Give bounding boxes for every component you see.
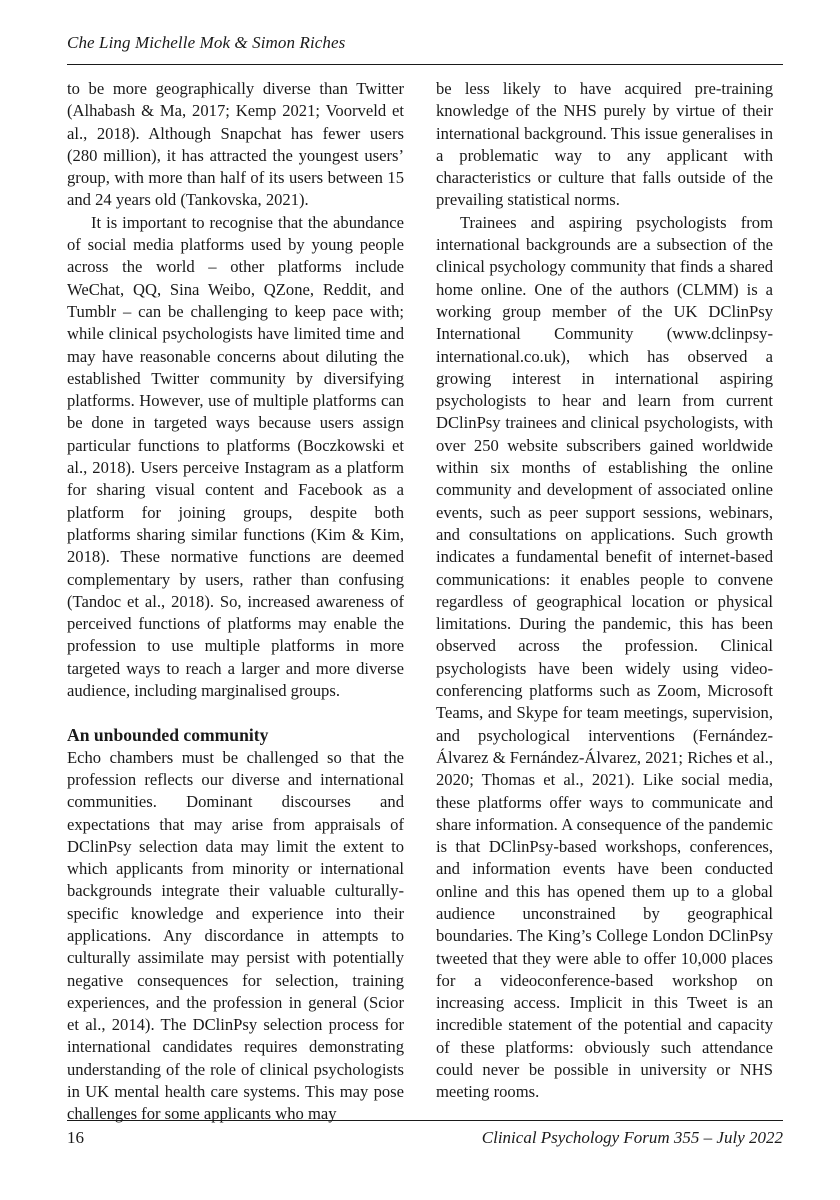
right-column — [436, 78, 773, 1104]
right-paragraph-2: Trainees and aspiring psychologists from international backgrounds are a subsection of the clinical psychology community that finds a shared home online. One of the authors (CLMM) is a working group member of the UK DClinPsy International Community (www.dclinpsy-international.co.uk), which has observed a growing interest in international aspiring psychologists to hear and learn from current DClinPsy trainees and clinical psychologists, with over 250 website subscribers gained worldwide within six months of establishing the online community and development of associated online events, such as peer support sessions, webinars, and consultations on applications. Such growth indicates a fundamental benefit of internet-based communications: it enables people to convene regardless of geographical location or physical limitations. During the pandemic, this has been observed across the profession. Clinical psychologists have been widely using videoconferencing platforms such as Zoom, Microsoft Teams, and Skype for team meetings, supervision, and psychological interventions (Fernández-Álvarez & Fernández-Álvarez, 2021; Riches et al., 2020; Thomas et al., 2021). Like social media, these platforms offer ways to communicate and share information. A consequence of the pandemic is that DClinPsy-based workshops, conferences, and information events have been conducted online and this has opened them up to a global audience unconstrained by geographical boundaries. The King’s College London DClinPsy tweeted that they were able to offer 10,000 places for a videoconference-based workshop on increasing access. Implicit in this Tweet is an incredible statement of the potential and capacity of these platforms: obviously such attendance could never be possible in university or NHS meeting rooms. — [436, 212, 773, 1102]
footer-rule — [67, 1120, 783, 1121]
left-paragraph-1: to be more geographically diverse than Twitter (Alhabash & Ma, 2017; Kemp 2021; Voorveld et al., 2018). Although Snapchat has fewer users (280 million), it has attracted the youngest users’ group, with more than half of its users between 15 and 24 years old (Tankovska, 2021). — [67, 79, 404, 210]
left-column — [67, 78, 404, 1126]
left-paragraph-2: It is important to recognise that the abundance of social media platforms used by young people across the world – other platforms include WeChat, QQ, Sina Weibo, QZone, Reddit, and Tumblr – can be challenging to keep pace with; while clinical psychologists have limited time and may have reasonable concerns about diluting the established Twitter community by diversifying platforms. However, use of multiple platforms can be done in targeted ways because users assign particular functions to platforms (Boczkowski et al., 2018). Users perceive Instagram as a platform for sharing visual content and Facebook as a platform for joining groups, despite both platforms sharing similar functions (Kim & Kim, 2018). These normative functions are deemed complementary by users, rather than confusing (Tandoc et al., 2018). So, increased awareness of perceived functions of platforms may enable the profession to use multiple platforms in more targeted ways to reach a larger and more diverse audience, including marginalised groups. — [67, 212, 404, 701]
page-number: 16 — [67, 1128, 84, 1147]
section-heading: An unbounded community — [67, 725, 269, 746]
header-rule — [67, 64, 783, 65]
journal-citation: Clinical Psychology Forum 355 – July 2022 — [481, 1128, 783, 1147]
right-paragraph-1: be less likely to have acquired pre-training knowledge of the NHS purely by virtue of their international background. This issue generalises in a problematic way to any applicant with characteristics or culture that falls outside of the prevailing statistical norms. — [436, 79, 773, 210]
left-paragraph-3: Echo chambers must be challenged so that the profession reflects our diverse and international communities. Dominant discourses and expectations that may arise from appraisals of DClinPsy selection data may limit the extent to which applicants from minority or international backgrounds integrate their valuable culturally-specific knowledge and experience into their applications. Any discordance in attempts to culturally assimilate may persist with potentially negative consequences for selection, training experiences, and the profession in general (Scior et al., 2014). The DClinPsy selection process for international candidates requires demonstrating understanding of the role of clinical psychologists in UK mental health care systems. This may pose challenges for some applicants who may — [67, 747, 404, 1124]
running-head: Che Ling Michelle Mok & Simon Riches — [67, 33, 346, 52]
